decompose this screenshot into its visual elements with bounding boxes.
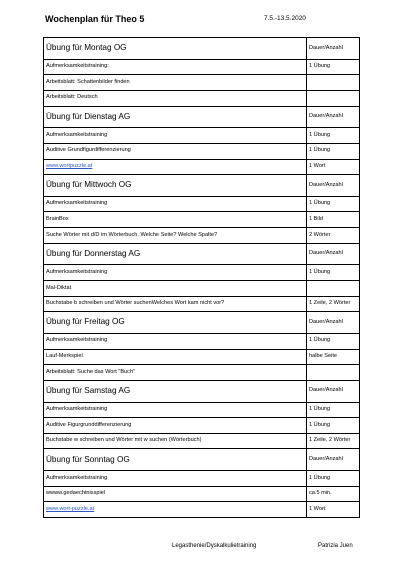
day-heading: Übung für Sonntag OG [44,449,307,471]
amount-cell: 1 Übung [307,265,360,281]
day-header-row [44,380,360,402]
amount-cell [307,75,360,91]
amount-cell: 1 Übung [307,333,360,349]
day-header-row [44,312,360,334]
amount-cell: 1 Übung [307,59,360,75]
task-cell: Aufmerksamkeitstraining [44,128,307,144]
footer-center-text: Legasthenie/Dyskalkulietraining [172,543,257,549]
task-cell: Aufmerksamkeitstraining [44,333,307,349]
amount-column-header: Dauer/Anzahl [307,312,360,334]
day-heading: Übung für Freitag OG [44,312,307,334]
task-cell: Aufmerksamkeitstraining: [44,59,307,75]
amount-column-header: Dauer/Anzahl [307,243,360,265]
day-heading: Übung für Montag OG [44,38,307,60]
page-title: Wochenplan für Theo 5 [45,14,145,24]
amount-cell: 1 Zeile, 2 Wörter [307,296,360,312]
day-heading: Übung für Samstag AG [44,380,307,402]
task-cell: Auditive Grundfigurdifferenzierung [44,143,307,159]
task-row [44,281,360,297]
task-row [44,75,360,91]
task-cell: Aufmerksamkeitstraining [44,265,307,281]
task-cell: Aufmerksamkeitstraining [44,402,307,418]
amount-cell: 1 Übung [307,128,360,144]
amount-column-header: Dauer/Anzahl [307,38,360,60]
task-cell: Arbeitsblatt: Suche das Wort "Buch" [44,365,307,381]
task-row [44,502,360,518]
amount-cell: 1 Zeile, 2 Wörter [307,433,360,449]
amount-cell: 1 Übung [307,471,360,487]
task-row [44,365,360,381]
task-cell: Buchstabe w schreiben und Wörter mit w suchen (Wörterbuch) [44,433,307,449]
task-row [44,159,360,175]
amount-cell: 1 Wort [307,502,360,518]
amount-cell: 2 Wörter [307,228,360,244]
footer-author: Patrizia Juen [318,543,353,549]
amount-cell [307,90,360,106]
weekly-plan-body [44,38,360,518]
task-cell: Aufmerksamkeitstraining [44,196,307,212]
task-row [44,265,360,281]
amount-cell: ca.5 min. [307,486,360,502]
amount-cell: 1 Bild [307,212,360,228]
task-row [44,486,360,502]
task-cell: Aufmerksamkeitstraining [44,471,307,487]
task-row [44,418,360,434]
task-row [44,296,360,312]
task-row [44,212,360,228]
day-heading: Übung für Mittwoch OG [44,175,307,197]
amount-column-header: Dauer/Anzahl [307,175,360,197]
task-cell: Auditive Figurgrunddifferenzierung [44,418,307,434]
task-row [44,143,360,159]
day-heading: Übung für Dienstag AG [44,106,307,128]
amount-column-header: Dauer/Anzahl [307,449,360,471]
task-row [44,402,360,418]
task-row [44,90,360,106]
task-row [44,471,360,487]
task-cell: Buchstabe b schreiben und Wörter suchenWelches Wort kam nicht vor? [44,296,307,312]
day-header-row [44,106,360,128]
task-cell: Suche Wörter mit d/D im Wörterbuch. Welche Seite? Welche Spalte? [44,228,307,244]
task-row [44,128,360,144]
amount-cell: 1 Wort [307,159,360,175]
amount-column-header: Dauer/Anzahl [307,380,360,402]
amount-cell: 1 Übung [307,402,360,418]
day-header-row [44,175,360,197]
date-range: 7.5.-13.5.2020 [264,15,306,22]
task-row [44,349,360,365]
amount-cell: 1 Übung [307,196,360,212]
task-link[interactable]: www.wortpuzzle.at [46,163,93,169]
day-heading: Übung für Donnerstag AG [44,243,307,265]
task-link[interactable]: www.wort-puzzle.at [46,505,95,512]
task-row [44,228,360,244]
amount-cell [307,365,360,381]
amount-cell [307,281,360,297]
amount-cell: halbe Seite [307,349,360,365]
task-cell: BrainBox [44,212,307,228]
day-header-row [44,243,360,265]
task-row [44,196,360,212]
task-cell [44,159,307,175]
task-cell [44,502,307,518]
task-cell: Arbeitsblatt: Schattenbilder finden [44,75,307,91]
amount-column-header: Dauer/Anzahl [307,106,360,128]
task-cell: Arbeitsblatt: Deutsch [44,90,307,106]
amount-cell: 1 Übung [307,143,360,159]
task-cell: Mal-Diktat [44,281,307,297]
task-cell: Lauf-Merkspiel [44,349,307,365]
day-header-row [44,449,360,471]
amount-cell: 1 Übung [307,418,360,434]
weekly-plan-table [43,37,360,518]
task-row [44,433,360,449]
task-row [44,333,360,349]
task-cell: wwww.gedaechtnisspiel [44,486,307,502]
task-row [44,59,360,75]
day-header-row [44,38,360,60]
